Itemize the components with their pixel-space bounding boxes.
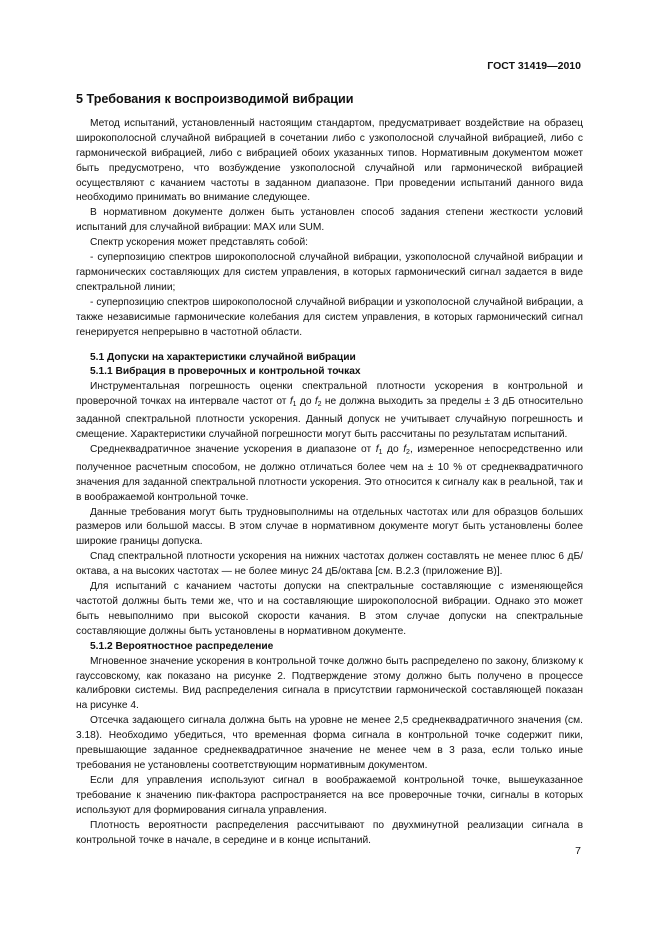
paragraph: Для испытаний с качанием частоты допуски на спектральные составляющие с изменяющейся частотой должны быть теми же, что и на составляющие широкополосной вибрации. Однако это может быть невыполнимо при высокой скорости качания. В этом случае допуски на спектральные составляющие должны быть установлены в нормативном документе. (76, 581, 583, 637)
page-header-standard-id: ГОСТ 31419—2010 (487, 60, 581, 72)
paragraph: Данные требования могут быть трудновыполнимы на отдельных частотах или для образцов больших размеров или большой массы. В этом случае в нормативном документе могут быть установлены более широкие границы допуска. (76, 506, 583, 548)
paragraph: Если для управления используют сигнал в воображаемой контрольной точке, вышеуказанное требование к значению пик-фактора распространяется на все проверочные точки, сигналы в которых используют для формирования сигнала управления. (76, 774, 583, 816)
paragraph: Мгновенное значение ускорения в контрольной точке должно быть распределено по закону, близкому к гауссовскому, как показано на рисунке 2. Подтверждение этому должно быть получено в процессе калибровки системы. Вид распределения сигнала в присутствии гармонической составляющей показан на рисунке 4. (76, 655, 583, 712)
paragraph: Плотность вероятности распределения рассчитывают по двухминутной реализации сигнала в контрольной точке в начале, в середине и в конце испытаний. (76, 819, 583, 846)
section-title: 5 Требования к воспроизводимой вибрации (76, 92, 354, 106)
list-item: - суперпозицию спектров широкополосной случайной вибрации, узкополосной случайной вибрации и гармонических составляющих для систем управления, в которых гармонический сигнал задается в виде спектральной линии; (76, 252, 583, 293)
paragraph: Спад спектральной плотности ускорения на нижних частотах должен составлять не менее плюс 6 дБ/октава, а на высоких частотах — не более минус 24 дБ/октава [см. В.2.3 (приложение В)]. (76, 551, 583, 578)
subsection-title-5-1-2: 5.1.2 Вероятностное распределение (90, 640, 274, 652)
paragraph: Отсечка задающего сигнала должна быть на уровне не менее 2,5 среднеквадратичного значения (см. 3.18). Необходимо убедиться, что временная форма сигнала в контрольной точке содержит пики, превышающие заданное среднеквадратичное значение не менее чем в 3 раза, если только иные требования не установлены соответствующим нормативным документом. (76, 715, 583, 771)
page-number: 7 (575, 845, 581, 857)
subsection-title-5-1: 5.1 Допуски на характеристики случайной вибрации (90, 351, 356, 363)
paragraph: Спектр ускорения может представлять собой: (90, 237, 308, 249)
list-item: - суперпозицию спектров широкополосной случайной вибрации и узкополосной случайной вибрации, а также независимые гармонические колебания для систем управления, в которых гармонический сигнал генерируется непрерывно в частотной области. (76, 296, 583, 338)
paragraph: Инструментальная погрешность оценки спектральной плотности ускорения в контрольной и проверочной точках на интервале частот от $f_1$ до $f_2$ не должна выходить за пределы ± 3 дБ относительно заданной спектральной плотности ускорения. Данный допуск не учитывает случайную погрешность и смещение. Характеристики случайной погрешности могут быть рассчитаны по результатам испытаний. (76, 381, 583, 441)
page-content (76, 92, 583, 848)
paragraph: Метод испытаний, установленный настоящим стандартом, предусматривает воздействие на образец широкополосной случайной вибрацией в сочетании либо с узкополосной случайной вибрацией, либо с гармонической вибрацией, либо с вибрацией обоих указанных типов. Нормативным документом может быть предусмотрено, что возбуждение узкополосной случайной или гармонической вибрацией осуществляют с качанием частоты в заданном диапазоне. При проведении испытаний данного вида необходимо принимать во внимание следующее. (76, 117, 583, 204)
paragraph: Среднеквадратичное значение ускорения в диапазоне от $f_1$ до $f_2$, измеренное непосредственно или полученное расчетным способом, не должно отличаться более чем на ± 10 % от среднеквадратичного значения для заданной спектральной плотности ускорения. Это относится к сигналу как в реальной, так и в воображаемой контрольной точке. (76, 443, 583, 503)
subsection-title-5-1-1: 5.1.1 Вибрация в проверочных и контрольной точках (90, 366, 361, 378)
paragraph: В нормативном документе должен быть установлен способ задания степени жесткости условий испытаний для случайной вибрации: MAX или SUM. (76, 207, 583, 234)
